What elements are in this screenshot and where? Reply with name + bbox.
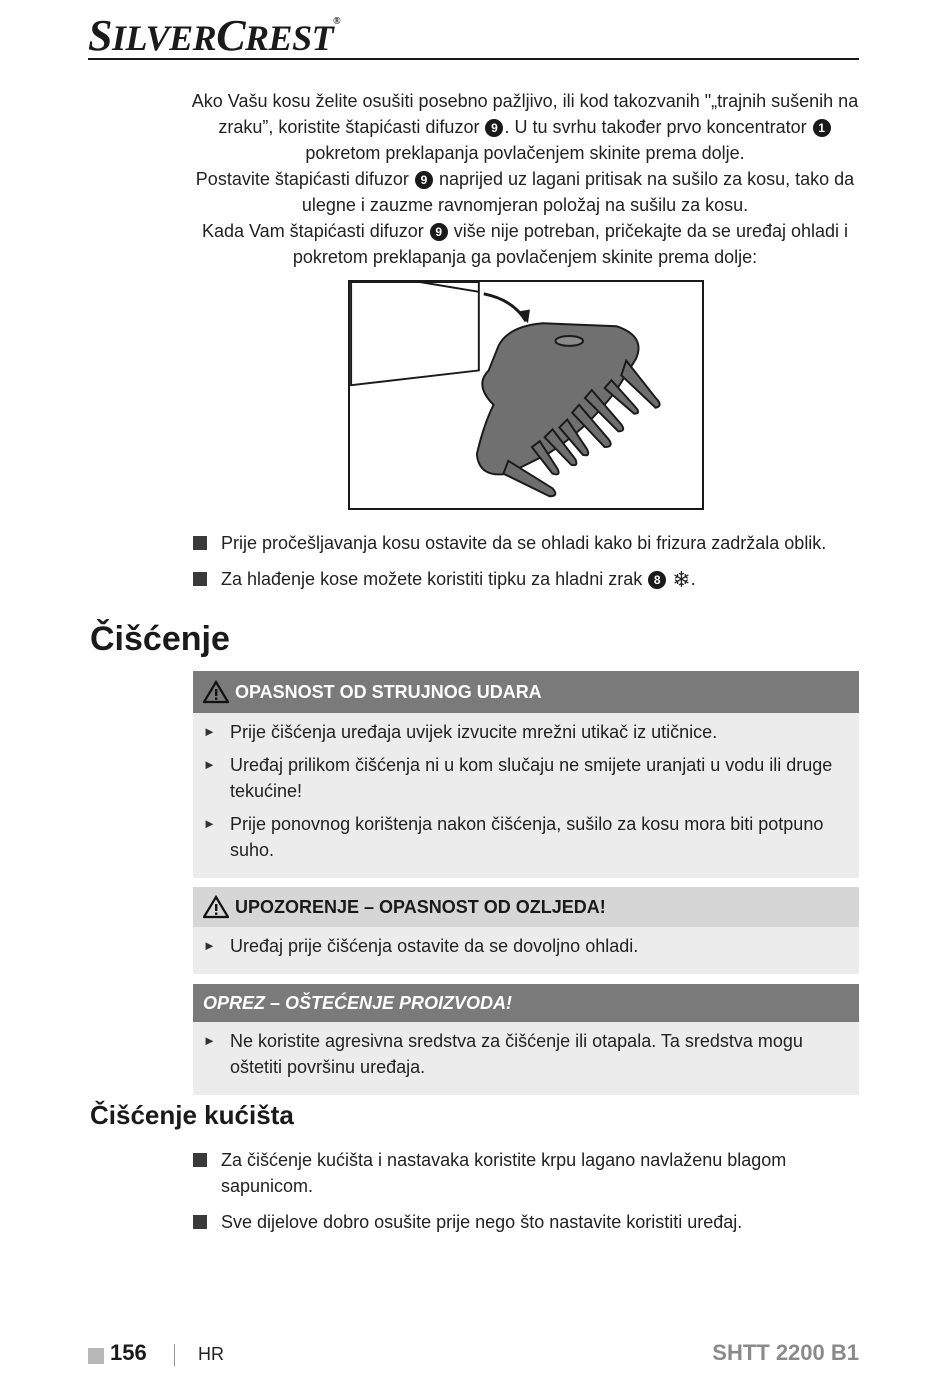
list-item: ► Prije ponovnog korištenja nakon čišćenja, sušilo za kosu mora biti potpuno suho. <box>203 811 849 863</box>
intro-paragraph-2: Postavite štapićasti difuzor 9 naprijed uz lagani pritisak na sušilo za kosu, tako da ulegne i zauzme ravnomjeran položaj na sušilu za kosu. <box>195 169 855 215</box>
silvercrest-logo: SILVERCREST® <box>88 11 341 60</box>
page-number: 156 <box>110 1340 147 1365</box>
list-item: ► Uređaj prije čišćenja ostavite da se dovoljno ohladi. <box>203 933 849 959</box>
danger-title: OPASNOST OD STRUJNOG UDARA <box>235 681 542 702</box>
list-item: Za čišćenje kućišta i nastavaka koristite krpu lagano navlaženu blagom sapunicom. <box>193 1147 873 1199</box>
caution-title: OPREZ – OŠTEĆENJE PROIZVODA! <box>203 992 513 1013</box>
warning-title: UPOZORENJE – OPASNOST OD OZLJEDA! <box>235 896 606 917</box>
danger-list <box>193 713 859 878</box>
part-number-badge: 1 <box>813 119 831 137</box>
subsection-title: Čišćenje kućišta <box>90 1100 294 1130</box>
warning-list <box>193 927 859 974</box>
list-item: Za hlađenje kose možete koristiti tipku za hladni zrak 8 ❄. <box>193 566 873 593</box>
page-header <box>88 6 859 60</box>
intro-paragraph-1: Ako Vašu kosu želite osušiti posebno pažljivo, ili kod takozvanih "„trajnih sušenih na zraku”, koristite štapićasti difuzor 9 . U tu svrhu također prvo koncentrator 1 pokretom preklapanja povlačenjem skinite prema dolje. <box>191 91 859 163</box>
danger-box-header <box>193 671 859 713</box>
warning-triangle-icon <box>203 680 229 704</box>
danger-box <box>193 671 859 878</box>
snowflake-icon: ❄ <box>672 567 691 592</box>
arrow-bullet-icon: ► <box>203 724 216 739</box>
square-bullet-icon <box>193 536 207 550</box>
caution-list <box>193 1022 859 1095</box>
warning-box-header <box>193 887 859 927</box>
diffuser-drawing <box>350 282 702 508</box>
arrow-bullet-icon: ► <box>203 757 216 772</box>
arrow-bullet-icon: ► <box>203 938 216 953</box>
cleaning-list <box>193 1147 873 1245</box>
page-footer <box>88 1340 859 1370</box>
arrow-bullet-icon: ► <box>203 1033 216 1048</box>
arrow-bullet-icon: ► <box>203 816 216 831</box>
intro-paragraph-3: Kada Vam štapićasti difuzor 9 više nije potreban, pričekajte da se uređaj ohladi i pokretom preklapanja ga povlačenjem skinite prema dolje: <box>201 221 849 267</box>
part-number-badge: 9 <box>415 171 433 189</box>
part-number-badge: 8 <box>648 571 666 589</box>
square-bullet-icon <box>193 1153 207 1167</box>
list-item: Sve dijelove dobro osušite prije nego što nastavite koristiti uređaj. <box>193 1209 873 1235</box>
section-title: Čišćenje <box>90 620 230 658</box>
list-item: ► Prije čišćenja uređaja uvijek izvucite mrežni utikač iz utičnice. <box>203 719 849 745</box>
model-number: SHTT 2200 B1 <box>712 1340 859 1365</box>
square-bullet-icon <box>193 572 207 586</box>
list-item: Prije pročešljavanja kosu ostavite da se ohladi kako bi frizura zadržala oblik. <box>193 530 873 556</box>
list-item: ► Uređaj prilikom čišćenja ni u kom slučaju ne smijete uranjati u vodu ili druge tekućine! <box>203 752 849 804</box>
language-code: HR <box>198 1344 224 1364</box>
tips-list <box>193 530 873 603</box>
footer-divider <box>174 1344 175 1366</box>
caution-box <box>193 984 859 1095</box>
hair-dryer-nozzle-shape <box>351 282 479 385</box>
intro-text <box>180 88 870 270</box>
list-item: ► Ne koristite agresivna sredstva za čišćenje ili otapala. Ta sredstva mogu oštetiti površinu uređaja. <box>203 1028 849 1080</box>
square-bullet-icon <box>193 1215 207 1229</box>
part-number-badge: 9 <box>485 119 503 137</box>
part-number-badge: 9 <box>430 223 448 241</box>
diffuser-removal-illustration <box>348 280 704 510</box>
warning-box <box>193 887 859 974</box>
curved-arrow-icon <box>484 294 526 322</box>
page-marker-icon <box>88 1348 104 1364</box>
warning-triangle-icon <box>203 895 229 919</box>
caution-box-header <box>193 984 859 1022</box>
